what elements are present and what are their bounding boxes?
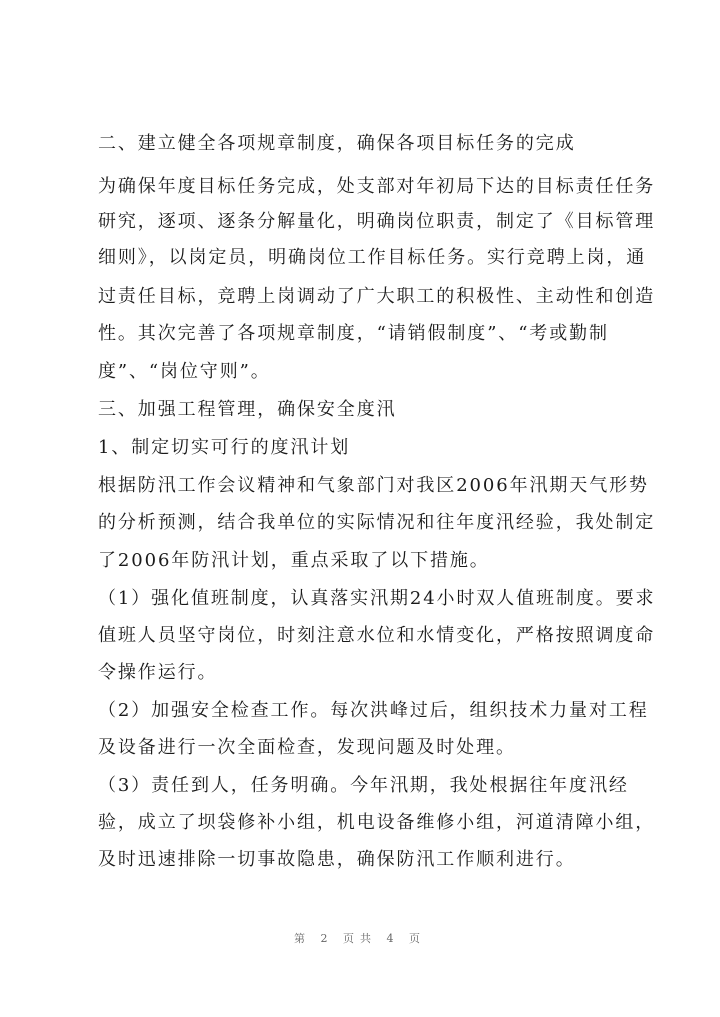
paragraph-line: 及设备进行一次全面检查，发现问题及时处理。 xyxy=(98,737,516,758)
paragraph-line: 值班人员坚守岗位，时刻注意水位和水情变化，严格按照调度命 xyxy=(98,625,656,646)
paragraph-line: 验，成立了坝袋修补小组，机电设备维修小组，河道清障小组， xyxy=(98,812,656,833)
paragraph-line: 及时迅速排除一切事故隐患，确保防汛工作顺利进行。 xyxy=(98,849,576,870)
heading-section-3: 三、加强工程管理，确保安全度汛 xyxy=(98,399,397,420)
paragraph-line: 了2006年防汛计划，重点采取了以下措施。 xyxy=(98,550,490,571)
list-item-1: （1）强化值班制度，认真落实汛期24小时双人值班制度。要求 xyxy=(98,588,656,609)
paragraph-line: 细则》，以岗定员，明确岗位工作目标任务。实行竞聘上岗，通 xyxy=(98,247,647,268)
paragraph-line: 过责任目标，竞聘上岗调动了广大职工的积极性、主动性和创造 xyxy=(98,286,656,307)
paragraph-line: 根据防汛工作会议精神和气象部门对我区2006年汛期天气形势 xyxy=(98,475,649,496)
heading-section-2: 二、建立健全各项规章制度，确保各项目标任务的完成 xyxy=(98,133,576,154)
paragraph-line: 令操作运行。 xyxy=(98,662,218,683)
heading-subsection-1: 1、制定切实可行的度汛计划 xyxy=(98,437,351,458)
paragraph-line: 研究，逐项、逐条分解量化，明确岗位职责，制定了《目标管理 xyxy=(98,211,656,232)
list-item-2: （2）加强安全检查工作。每次洪峰过后，组织技术力量对工程 xyxy=(98,700,649,721)
paragraph-line: 度”、“岗位守则”。 xyxy=(98,361,271,382)
paragraph-line: 性。其次完善了各项规章制度，“请销假制度”、“考或勤制 xyxy=(98,323,609,344)
paragraph-line: 的分析预测，结合我单位的实际情况和往年度汛经验，我处制定 xyxy=(98,512,656,533)
list-item-3: （3）责任到人，任务明确。今年汛期，我处根据往年度汛经 xyxy=(98,775,629,796)
page-number-footer: 第 2 页共 4 页 xyxy=(294,932,426,945)
paragraph-line: 为确保年度目标任务完成，处支部对年初局下达的目标责任任务 xyxy=(98,176,656,197)
